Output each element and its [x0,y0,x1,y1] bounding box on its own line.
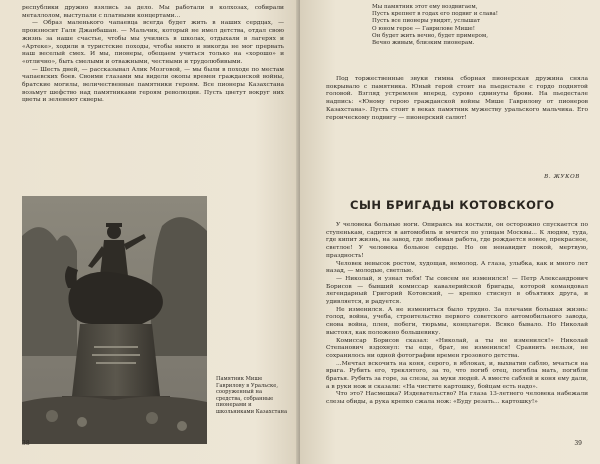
right-paragraph-3: — Николай, я узнал тебя! Ты совсем не изменился! — Петр Александрович Борисов — бывший комиссар кавалерийской бригады, которой командовал легендарный Григорий Котовский, — крепко стиснул в объятиях друга, и удивляется, и радуется. [326,275,588,306]
poem-line: Мы памятник этот ему воздвигаем, [372,4,478,10]
right-paragraph-7: Что это? Насмешка? Издевательство? На глаза 13-летнего человека набежали слезы обиды, а рука крепко сжала нож: «Буду резать... картошку!» [326,391,588,406]
poem-line: О юном герое — Гаврилове Мише! [372,25,475,32]
poem-line: Вечно живым, близким пионерам. [372,40,475,47]
right-paragraph-1: У человека больные ноги. Опираясь на костыли, он осторожно спускается по ступенькам, садится в автомобиль и мчится по улицам Москвы... К людям, туда, где кипит жизнь, на завод, где любимая работа, где рождается новое, прекрасное, светлое! У человека больное сердце. Но он ненавидит покой, мертвую, праздность! [326,222,588,259]
right-upper-text [326,76,588,122]
section-title: СЫН БРИГАДЫ КОТОВСКОГО [350,198,555,212]
poem-line: Пусть все пионеры увидят, услышат [372,18,481,25]
author-signature: В. ЖУКОВ [544,174,580,180]
left-paragraph-2: — Образ маленького чапаевца всегда будет жить в наших сердцах, — произносит Галя Джанбашан. — Мальчик, который не имел детства, отдал свою жизнь за наше счастье, чтобы мы учились в школах, отдыхали в лагерях и «Артеке», ходили в туристские походы, чтобы никто и никогда не мог прервать наш веселый смех. И мы, пионеры, обещаем учиться только на «хорошо» и «отлично», быть смелыми и отважными, честными и трудолюбивыми. [22,20,284,65]
poem [372,4,552,47]
left-page-number: 38 [22,440,30,447]
right-lower-text [326,222,588,407]
monument-photo [22,196,207,444]
right-paragraph-unveiling: Под торжественные звуки гимна сборная пионерская дружина сняла покрывало с памятника. Юный герой стоит на пьедестале с гордо поднятой головой. Взгляд устремлен вперед, сурово сдвинуты брови. На пьедестале надпись: «Юному герою гражданской войны Мише Гаврилову от пионеров Казахстана». Пусть стоит в веках памятник мужеству уральского мальчика. Его героическому подвигу — пионерский салют! [326,76,588,121]
photo-caption: Памятник Мише Гаврилову в Уральске, сооруженный на средства, собранные пионерами и школьниками Казахстана [216,376,288,415]
left-paragraph-1: республики дружно взялись за дело. Мы работали в колхозах, собирали металлолом, выступали с платными концертами... [22,5,284,19]
right-paragraph-2: Человек невысок ростом, худощав, немолод. А глаза, улыбка, как и много лет назад, — молодые, светлые. [326,260,588,275]
right-page-number: 39 [574,440,582,447]
poem-line: Он будет жить вечно, будет примером, [372,32,489,39]
left-text-block [22,5,284,105]
right-paragraph-5: Комиссар Борисов сказал: «Николай, а ты не изменился!» Николай Степанович вздохнул: ты еще, брат, не изменился! Сравнить нельзя, не сохранилось ни одной фотографии времен грозового детства. [326,337,588,359]
right-paragraph-4: Не изменился. А не измениться было трудно. За плечами большая жизнь: голод, война, учеба, строительство первого советского автомобильного завода, снова война, плен, побеги, тюрьмы, концлагеря. Всяко бывало. Но Николай выстоял, как положено большевику. [326,306,588,336]
left-paragraph-3: — Шесть дней, — рассказывал Алик Мозговой, — мы были в походе по местам чапаевских боев. Своими глазами мы видели окопы времен гражданской войны, братские могилы, величественные памятники героям. Все пионеры Казахстана возьмут шефство над памятниками героям революции. Пусть цветут вокруг них цветы и зеленеют скверы. [22,66,284,104]
right-page [300,0,600,464]
poem-line: Пусть крепнет в годах его подвиг и слава! [372,11,498,18]
right-paragraph-6: ...Мечтал вскочить на коня, серого, в яблоках, и, выхватив саблю, мчаться на врага. Рубить его, треклятого, за то, что погиб отец, погибла мать, погибли братья. Рубить за горе, за слезы, за муки людей. А вместе саблей и коня ему дали, а в руки нож и сказали: «На чистите картошку, бойцам есть надо». [326,360,588,390]
monument-illustration [22,196,207,444]
